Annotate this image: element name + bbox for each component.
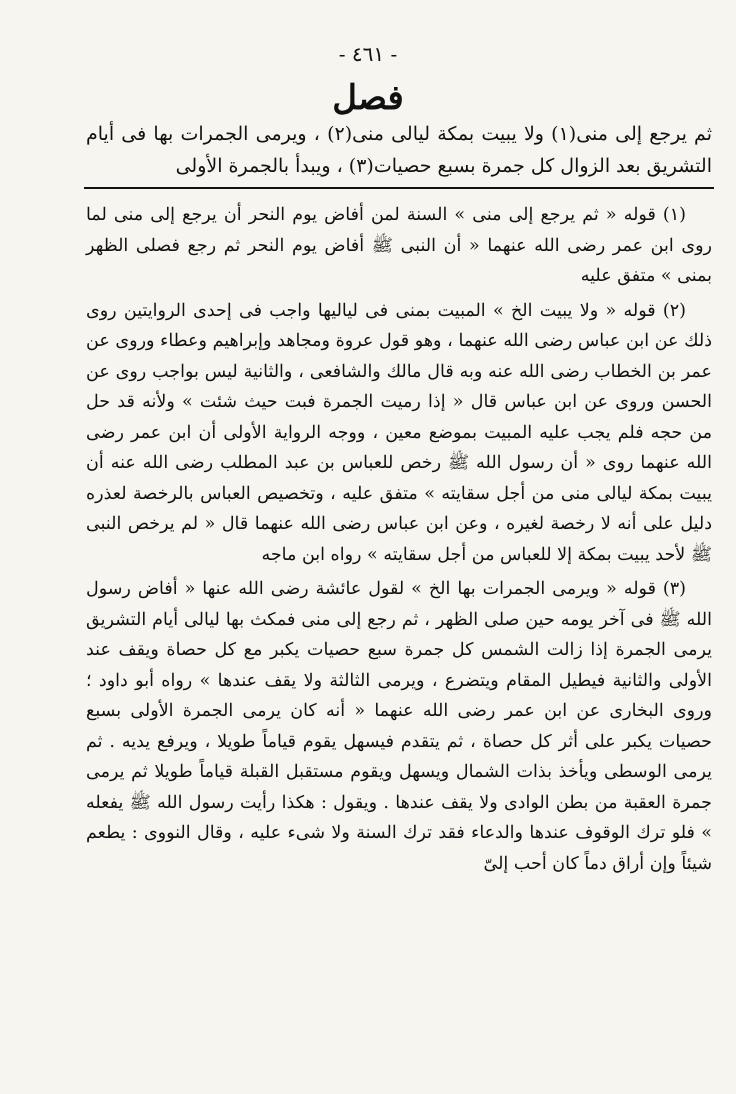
footnote-divider — [84, 187, 714, 189]
footnote-3 — [86, 574, 712, 879]
footnotes — [86, 200, 712, 879]
main-text: ثم يرجع إلى منى(١) ولا يبيت بمكة ليالى منى(٢) ، ويرمى الجمرات بها فى أيام التشريق بعد الزوال كل جمرة بسبع حصيات(٣) ، ويبدأ بالجمرة الأولى — [86, 123, 712, 177]
footnote-1 — [86, 200, 712, 292]
footnote-text: (١) قوله « ثم يرجع إلى منى » السنة لمن أفاض يوم النحر أن يرجع إلى منى لما روى ابن عمر رضى الله عنهما « أن النبى ﷺ أفاض يوم النحر ثم رجع فصلى الظهر بمنى » متفق عليه — [86, 205, 712, 286]
footnote-text: (٢) قوله « ولا يبيت الخ » المبيت بمنى فى لياليها واجب فى إحدى الروايتين روى ذلك عن ابن عباس رضى الله عنهما ، وهو قول عروة ومجاهد وإبراهيم وعطاء وروى عن عمر بن الخطاب رضى الله عنه وبه قال مالك والشافعى ، والثانية ليس بواجب روى عن الحسن وروى عن ابن عباس قال « إذا رميت الجمرة فبت حيث شئت » ولأنه قد حل من حجه فلم يجب عليه المبيت بموضع معين ، ووجه الرواية الأولى أن ابن عمر رضى الله عنهما روى « أن رسول الله ﷺ رخص للعباس بن عبد المطلب رضى الله عنه أن يبيت بمكة ليالى منى من أجل سقايته » متفق عليه ، وتخصيص العباس بالرخصة لعذره دليل على أنه لا رخصة لغيره ، وعن ابن عباس رضى الله عنهما قال « لم يرخص النبى ﷺ لأحد يبيت بمكة إلا للعباس من أجل سقايته » رواه ابن ماجه — [86, 300, 712, 565]
page-number: - ٤٦١ - — [338, 42, 398, 66]
section-title: فصل — [332, 78, 404, 118]
footnote-2 — [86, 296, 712, 571]
footnote-text: (٣) قوله « ويرمى الجمرات بها الخ » لقول عائشة رضى الله عنها « أفاض رسول الله ﷺ فى آخر يومه حين صلى الظهر ، ثم رجع إلى منى فمكث بها ليالى أيام التشريق يرمى الجمرة إذا زالت الشمس كل جمرة سبع حصيات يكبر مع كل حصاة ويقف عند الأولى والثانية فيطيل المقام ويتضرع ، ويرمى الثالثة ولا يقف عندها » رواه أبو داود ؛ وروى البخارى عن ابن عمر رضى الله عنهما « أنه كان يرمى الجمرة الأولى بسبع حصيات يكبر على أثر كل حصاة ، ثم يتقدم فيسهل يقوم قياماً طويلا ، ويرفع يديه . ثم يرمى الوسطى ويأخذ بذات الشمال ويسهل ويقوم مستقبل القبلة قياماً طويلا ثم يرمى جمرة العقبة من بطن الوادى ولا يقف عندها . ويقول : هكذا رأيت رسول الله ﷺ يفعله » فلو ترك الوقوف عندها والدعاء فقد ترك السنة ولا شىء عليه ، وقال النووى : يطعم شيئاً وإن أراق دماً كان أحب إلىّ — [86, 579, 712, 874]
